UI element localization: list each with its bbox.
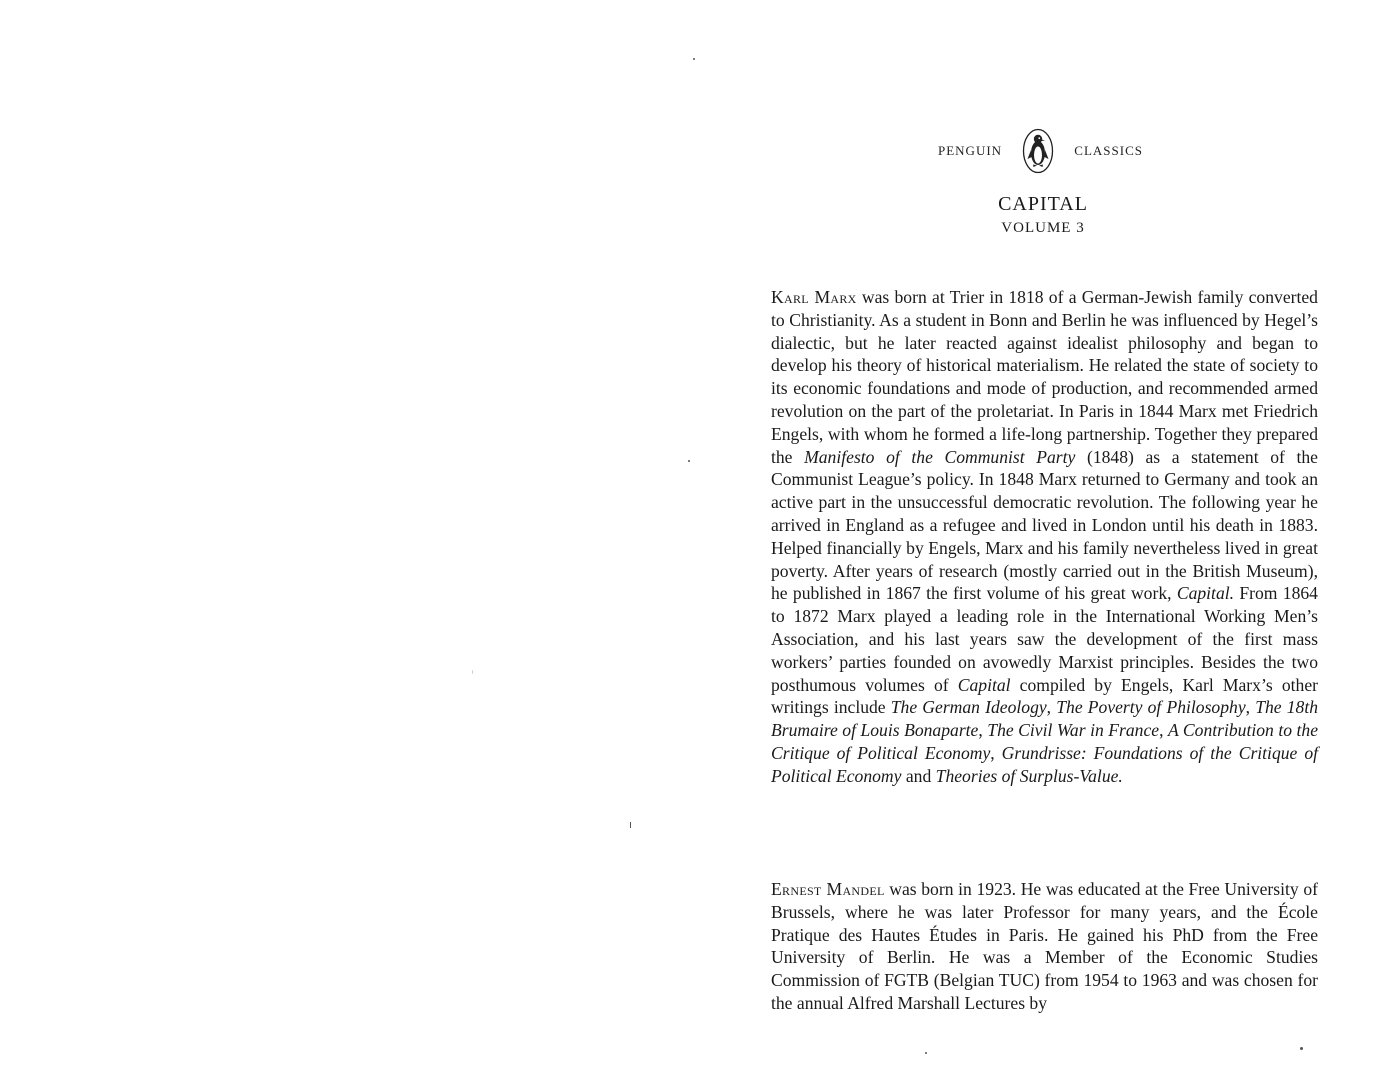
book-volume: VOLUME 3	[1001, 220, 1085, 236]
scan-speck	[630, 822, 631, 828]
publisher-name: PENGUIN	[938, 143, 1003, 158]
scan-speck	[925, 1052, 927, 1054]
penguin-logo-icon	[1022, 128, 1054, 174]
scan-speck	[1300, 1047, 1303, 1050]
scan-speck	[472, 670, 473, 674]
editor-name: Ernest Mandel	[771, 879, 885, 899]
work-title: The German Ideology	[890, 697, 1047, 718]
work-title: Grundrisse: Foundations of the Critique of Political Economy	[771, 742, 1319, 786]
separator: ,	[1245, 697, 1256, 718]
bio-text: From 1864 to 1872 Marx played a leading role in the International Working Men’s Association, and his last years saw the development of the first mass workers’ parties founded on avowedly Marxist principles. Besides the two posthumous volumes of	[771, 583, 1318, 695]
work-title: The Civil War in France	[987, 720, 1160, 741]
left-page-blank	[0, 0, 698, 1090]
title-page	[698, 0, 1397, 1090]
work-title: A Contribution to the Critique of Political Economy	[771, 720, 1319, 763]
work-title: The 18th Brumaire of Louis Bonaparte	[771, 697, 1319, 741]
series-header	[938, 128, 1143, 174]
editor-biography	[771, 878, 1318, 1015]
work-title: Theories of Surplus-Value.	[935, 765, 1123, 786]
bio-text: and	[901, 765, 936, 786]
bio-text: compiled by Engels, Karl Marx’s other writings include	[771, 674, 1318, 718]
bio-text: was born in 1923. He was educated at the Free University of Brussels, where he was later Professor for many years, and the École Pratique des Hautes Études in Paris. He gained his PhD from the Free University of Berlin. He was a Member of the Economic Studies Commission of FGTB (Belgian TUC) from 1954 to 1963 and was chosen for the annual Alfred Marshall Lectures by	[771, 879, 1319, 1013]
work-title: Capital	[957, 674, 1011, 695]
author-biography	[771, 286, 1318, 788]
separator: ,	[1159, 720, 1168, 741]
separator: ,	[1046, 697, 1057, 718]
work-title: Capital.	[1176, 583, 1235, 604]
bio-text: was born at Trier in 1818 of a German-Jewish family converted to Christianity. As a student in Bonn and Berlin he was influenced by Hegel’s dialectic, but he later reacted against idealist philosophy and began to develop his theory of historical materialism. He related the state of society to its economic foundations and mode of production, and recommended armed revolution on the part of the proletariat. In Paris in 1844 Marx met Friedrich Engels, with whom he formed a life-long partnership. Together they prepared the	[771, 287, 1318, 467]
scan-speck	[693, 58, 695, 60]
work-title: Manifesto of the Communist Party	[804, 446, 1076, 467]
bio-text: (1848) as a statement of the Communist League’s policy. In 1848 Marx returned to Germany and took an active part in the unsuccessful democratic revolution. The following year he arrived in England as a refugee and lived in London until his death in 1883. Helped financially by Engels, Marx and his family nevertheless lived in great poverty. After years of research (mostly carried out in the British Museum), he published in 1867 the first volume of his great work,	[771, 446, 1318, 604]
book-title: CAPITAL	[998, 193, 1088, 215]
separator: ,	[978, 720, 988, 741]
author-name: Karl Marx	[771, 287, 857, 307]
series-name: CLASSICS	[1074, 143, 1143, 158]
work-title: The Poverty of Philosophy	[1056, 697, 1246, 718]
scan-speck	[688, 460, 690, 462]
separator: ,	[990, 742, 1002, 763]
